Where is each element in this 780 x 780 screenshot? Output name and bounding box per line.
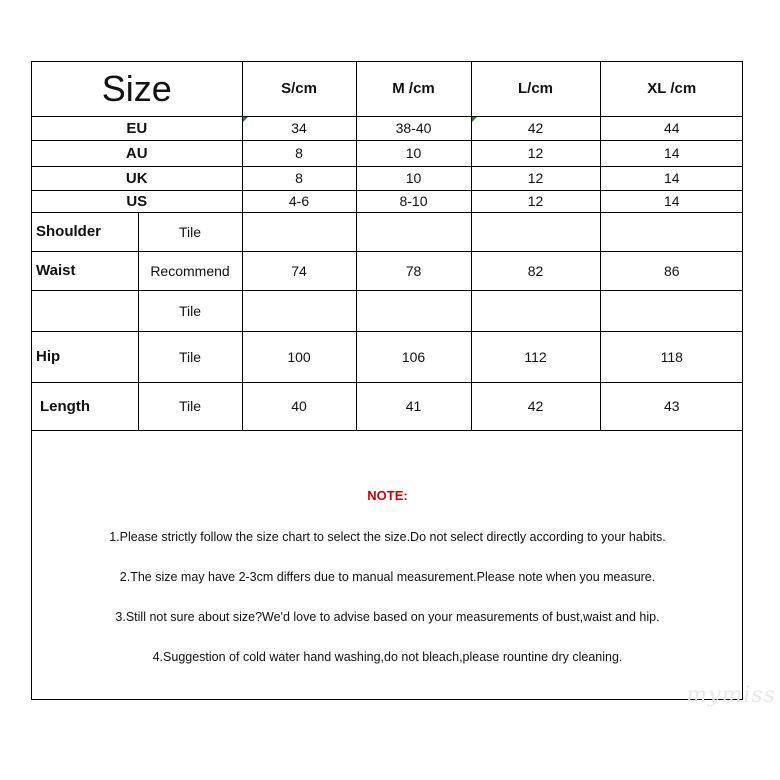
- table-cell: 12: [471, 190, 600, 212]
- size-table: [32, 62, 743, 431]
- measure-row-waist: [32, 251, 743, 290]
- table-cell: 14: [600, 166, 743, 190]
- note-item-2: 2.The size may have 2-3cm differs due to manual measurement.Please note when you measure.: [119, 570, 656, 584]
- size-chart-sheet: [31, 61, 743, 700]
- table-cell: 74: [242, 251, 356, 290]
- table-cell: 44: [600, 116, 743, 140]
- header-row: [32, 62, 743, 116]
- measure-label: [32, 290, 138, 331]
- notes-section: [32, 433, 743, 699]
- measure-row-shoulder: [32, 212, 743, 251]
- table-cell: [242, 212, 356, 251]
- table-cell: 86: [600, 251, 743, 290]
- region-row-eu: [32, 116, 743, 140]
- table-cell: 82: [471, 251, 600, 290]
- region-row-uk: [32, 166, 743, 190]
- note-item-3: 3.Still not sure about size?We'd love to advise based on your measurements of bust,waist and hip.: [115, 610, 660, 624]
- measure-sub: Tile: [138, 290, 242, 331]
- table-cell: 38-40: [356, 116, 471, 140]
- table-cell: [356, 290, 471, 331]
- measure-sub: Tile: [138, 212, 242, 251]
- table-cell: 4-6: [242, 190, 356, 212]
- note-item-4: 4.Suggestion of cold water hand washing,do not bleach,please rountine dry cleaning.: [152, 650, 623, 664]
- region-label: EU: [32, 116, 242, 140]
- table-cell: 42: [471, 382, 600, 430]
- table-cell: [600, 212, 743, 251]
- table-cell: 43: [600, 382, 743, 430]
- measure-row-length: [32, 382, 743, 430]
- watermark-logo: mymiss: [686, 683, 776, 708]
- table-cell: 40: [242, 382, 356, 430]
- table-cell: 10: [356, 140, 471, 166]
- region-label: US: [32, 190, 242, 212]
- table-cell: 34: [242, 116, 356, 140]
- table-cell: 106: [356, 331, 471, 382]
- measure-sub: Recommend: [138, 251, 242, 290]
- table-cell: [471, 212, 600, 251]
- table-cell: [242, 290, 356, 331]
- table-cell: 12: [471, 140, 600, 166]
- table-cell: [356, 212, 471, 251]
- table-cell: 8: [242, 140, 356, 166]
- measure-row-tile: [32, 290, 743, 331]
- measure-label: Hip: [32, 331, 138, 382]
- size-title: Size: [32, 62, 242, 116]
- table-cell: [471, 290, 600, 331]
- table-cell: 112: [471, 331, 600, 382]
- col-header-xl: XL /cm: [600, 62, 743, 116]
- table-cell: 78: [356, 251, 471, 290]
- measure-row-hip: [32, 331, 743, 382]
- table-cell: 8-10: [356, 190, 471, 212]
- note-item-1: 1.Please strictly follow the size chart to select the size.Do not select directly according to your habits.: [109, 530, 666, 544]
- region-label: AU: [32, 140, 242, 166]
- measure-sub: Tile: [138, 331, 242, 382]
- col-header-s: S/cm: [242, 62, 356, 116]
- table-cell: 118: [600, 331, 743, 382]
- table-cell: 14: [600, 190, 743, 212]
- table-cell: 10: [356, 166, 471, 190]
- table-cell: 42: [471, 116, 600, 140]
- region-row-us: [32, 190, 743, 212]
- measure-sub: Tile: [138, 382, 242, 430]
- table-cell: 8: [242, 166, 356, 190]
- col-header-l: L/cm: [471, 62, 600, 116]
- region-row-au: [32, 140, 743, 166]
- measure-label: Length: [32, 382, 138, 430]
- col-header-m: M /cm: [356, 62, 471, 116]
- measure-label: Shoulder: [32, 212, 138, 251]
- region-label: UK: [32, 166, 242, 190]
- table-cell: 12: [471, 166, 600, 190]
- table-cell: 41: [356, 382, 471, 430]
- table-cell: 100: [242, 331, 356, 382]
- table-cell: [600, 290, 743, 331]
- measure-label: Waist: [32, 251, 138, 290]
- note-title: NOTE:: [367, 488, 408, 503]
- table-cell: 14: [600, 140, 743, 166]
